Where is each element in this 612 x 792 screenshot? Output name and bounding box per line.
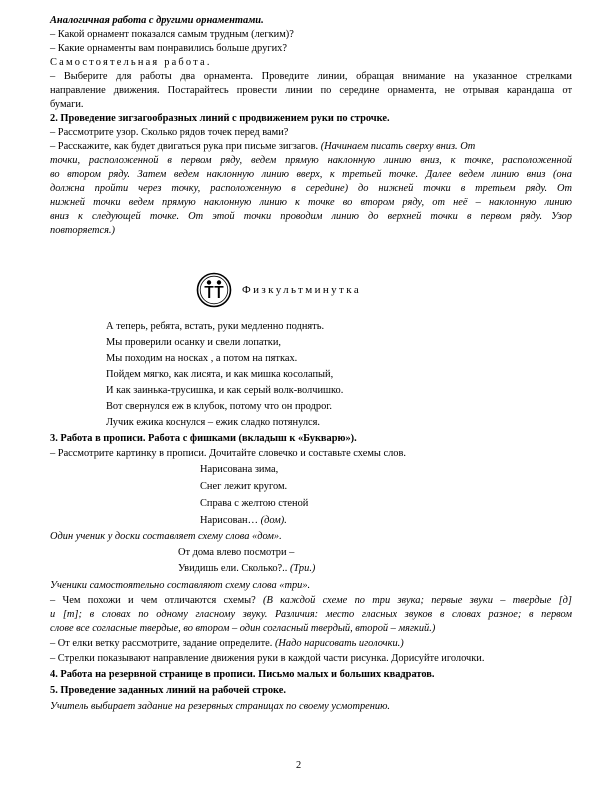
text-line: точки, расположенной в первом ряду, ведем прямую наклонную линию вниз, к точке, расположенной bbox=[50, 155, 572, 166]
text-line: – Выберите для работы два орнамента. Проведите линии, обращая внимание на указанное стрелками bbox=[50, 71, 572, 82]
text-span-italic: (дом). bbox=[260, 515, 287, 526]
text-span: – От елки ветку рассмотрите, задание определите. bbox=[50, 638, 275, 649]
section-heading: Самостоятельная работа. bbox=[50, 57, 212, 68]
text-line: и [т]; в словах по одному гласному звуку. Различия: место гласных звуков в словах разное; в первом bbox=[50, 609, 572, 620]
text-line: вниз к следующей точке. От этой точки проводим линию до верхней точки в первом ряду. Узор bbox=[50, 211, 572, 222]
section-heading: 5. Проведение заданных линий на рабочей строке. bbox=[50, 685, 286, 696]
text-line: Учитель выбирает задание на резервных страницах по своему усмотрению. bbox=[50, 701, 391, 712]
text-line: – Какой орнамент показался самым трудным (легким)? bbox=[50, 29, 294, 40]
text-line bbox=[50, 637, 572, 650]
poem-line: Лучик ежика коснулся – ежик сладко потянулся. bbox=[106, 417, 321, 428]
text-line: – Стрелки показывают направление движения руки в каждой части рисунка. Дорисуйте иголочки. bbox=[50, 653, 485, 664]
text-line: должна пройти через точку, расположенную в середине) до нижней точки в третьем ряду. От bbox=[50, 183, 572, 194]
text-line: бумаги. bbox=[50, 99, 84, 110]
text-line: во втором ряду. Затем ведем наклонную линию вверх, к третьей точке. Далее ведем линию вниз (она bbox=[50, 169, 572, 180]
page-number: 2 bbox=[296, 760, 302, 771]
text-line: – Какие орнаменты вам понравились больше других? bbox=[50, 43, 287, 54]
verse-line bbox=[178, 562, 315, 575]
text-line: повторяется.) bbox=[50, 225, 115, 236]
text-span: Нарисован… bbox=[200, 515, 261, 526]
section-heading: 2. Проведение зигзагообразных линий с продвижением руки по строчке. bbox=[50, 113, 390, 124]
poem-line: И как заинька-трусишка, и как серый волк-волчишко. bbox=[106, 385, 344, 396]
text-line: Аналогичная работа с другими орнаментами. bbox=[50, 15, 264, 26]
fizkultminutka-title: Физкультминутка bbox=[242, 284, 362, 296]
text-line bbox=[50, 594, 572, 607]
poem-line: А теперь, ребята, встать, руки медленно поднять. bbox=[106, 321, 325, 332]
text-span-italic: (Три.) bbox=[289, 563, 316, 574]
poem-line: Мы проверили осанку и свели лопатки, bbox=[106, 337, 281, 348]
section-heading: 3. Работа в прописи. Работа с фишками (вкладыш к «Букварю»). bbox=[50, 433, 357, 444]
text-span-italic: (В каждой схеме по три звука; первые звуки – твердые [д] bbox=[263, 595, 572, 606]
poem-line: Вот свернулся еж в клубок, потому что он продрог. bbox=[106, 401, 332, 412]
text-line: Ученики самостоятельно составляют схему слова «три». bbox=[50, 580, 311, 591]
section-heading: 4. Работа на резервной странице в прописи. Письмо малых и больших квадратов. bbox=[50, 669, 435, 680]
verse-line: От дома влево посмотри – bbox=[178, 547, 295, 558]
text-span: Увидишь ели. Сколько?.. bbox=[178, 563, 290, 574]
text-line: нижней точки ведем прямую наклонную линию к точке во втором ряду, от неё – наклонную линию bbox=[50, 197, 572, 208]
text-line: – Рассмотрите картинку в прописи. Дочитайте словечко и составьте схемы слов. bbox=[50, 448, 406, 459]
text-line: Один ученик у доски составляет схему слова «дом». bbox=[50, 531, 282, 542]
text-span-italic: (Начинаем писать сверху вниз. От bbox=[318, 141, 476, 152]
text-span: – Чем похожи и чем отличаются схемы? bbox=[50, 595, 264, 606]
verse-line bbox=[200, 514, 287, 527]
poem-line: Мы походим на носках , а потом на пятках. bbox=[106, 353, 298, 364]
text-span: – Расскажите, как будет двигаться рука при письме зигзагов. bbox=[50, 141, 319, 152]
verse-line: Нарисована зима, bbox=[200, 464, 279, 475]
fizkultminutka-header bbox=[196, 272, 436, 312]
text-line: – Рассмотрите узор. Сколько рядов точек перед вами? bbox=[50, 127, 289, 138]
exercise-people-icon bbox=[196, 272, 232, 308]
text-line: направление движения. Постарайтесь провести линии по середине орнамента, не отрывая карандаша от bbox=[50, 85, 572, 96]
verse-line: Справа с желтою стеной bbox=[200, 498, 309, 509]
text-line bbox=[50, 140, 572, 153]
poem-line: Пойдем мягко, как лисята, и как мишка косолапый, bbox=[106, 369, 334, 380]
verse-line: Снег лежит кругом. bbox=[200, 481, 288, 492]
text-line: слове все согласные твердые, во втором – один согласный твердый, второй – мягкий.) bbox=[50, 623, 436, 634]
text-span-italic: (Надо нарисовать иголочки.) bbox=[274, 638, 404, 649]
